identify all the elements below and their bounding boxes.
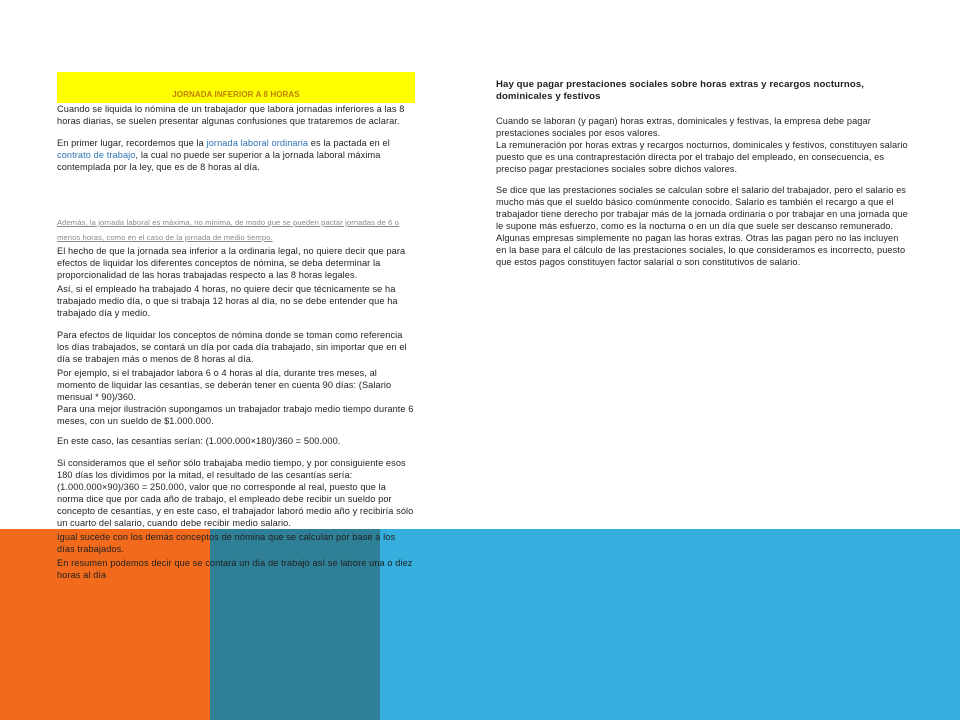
paragraph-text: es la pactada en el xyxy=(308,138,390,148)
paragraph-dias-trabajados: Para efectos de liquidar los conceptos de nómina donde se toman como referencia los días trabajados, se contará un día por cada día trabajado, sin importar que en el día se trabajen más o menos de 8 horas al día. xyxy=(57,330,407,364)
section-title: JORNADA INFERIOR A 8 HORAS xyxy=(172,90,300,99)
paragraph-salario: Se dice que las prestaciones sociales se calculan sobre el salario del trabajador, pero el salario es mucho más que el sueldo básico comúnmente conocido. Salario es también el recargo a que el trabajador tiene derecho por trabajar más de la jornada ordinaria o por trabajar en una jornada que le supone más esfuerzo, como es la nocturna o en un día que suele ser descanso remunerado. xyxy=(496,185,908,231)
paragraph-resumen: En resumen podemos decir que se contará un día de trabajo así se labore una o diez horas al día xyxy=(57,558,413,580)
paragraph-calculo-cesantias: En este caso, las cesantías serían: (1.000.000×180)/360 = 500.000. xyxy=(57,436,341,446)
paragraph-proporcionalidad: El hecho de que la jornada sea inferior a la ordinaria legal, no quiere decir que para efectos de liquidar los diferentes conceptos de nómina, se deba determinar la proporcionalidad de las horas trabajadas respecto a las 8 horas legales. xyxy=(57,246,406,280)
paragraph-jornada-ordinaria xyxy=(57,137,415,173)
paragraph-ilustracion: Para una mejor ilustración supongamos un trabajador trabajo medio tiempo durante 6 meses, con un sueldo de $1.000.000. xyxy=(57,404,414,426)
paragraph-ejemplo-horas: Así, si el empleado ha trabajado 4 horas, no quiere decir que técnicamente se ha trabajado medio día, o que si trabaja 12 horas al día, no se debe entender que ha trabajado día y medio. xyxy=(57,284,398,318)
paragraph-ejemplo-cesantias: Por ejemplo, si el trabajador labora 6 o 4 horas al día, durante tres meses, al momento de liquidar las cesantías, se deberán tener en cuenta 90 días: (Salario mensual * 90)/360. xyxy=(57,368,392,402)
section-title-box xyxy=(57,72,415,103)
paragraph-medio-tiempo: Si consideramos que el señor sólo trabajaba medio tiempo, y por consiguiente esos 180 días los dividimos por la mitad, el resultado de las cesantías sería: (1.000.000×90)/360 = 250.000, valor que no corresponde al real, puesto que la norma dice que por cada año de trabajo, el empleado debe recibir un sueldo por concepto de cesantías, y en este caso, el trabajador laboró medio año y recibiría sólo un cuarto del salario, cuando debe recibir medio salario. xyxy=(57,458,414,528)
paragraph-demas-conceptos: Igual sucede con los demás conceptos de nómina que se calculan por base a los días trabajados. xyxy=(57,532,396,554)
link-jornada-laboral-ordinaria[interactable]: jornada laboral ordinaria xyxy=(206,138,309,148)
note-jornada-maxima: Además, la jornada laboral es máxima, no mínima, de modo que se pueden pactar jornadas de 6 o menos horas, como en el caso de la jornada de medio tiempo. xyxy=(57,218,399,242)
paragraph-text: , la cual no puede ser superior a la jornada laboral máxima contemplada por la ley, que es de 8 horas al día. xyxy=(57,150,381,172)
paragraph-horas-extras: Cuando se laboran (y pagan) horas extras, dominicales y festivas, la empresa debe pagar prestaciones sociales por esos valores. xyxy=(496,116,871,138)
right-heading: Hay que pagar prestaciones sociales sobre horas extras y recargos nocturnos, dominicales y festivos xyxy=(496,79,865,102)
paragraph-text: En primer lugar, recordemos que la xyxy=(57,138,207,148)
paragraph-intro: Cuando se liquida lo nómina de un trabajador que labora jornadas inferiores a las 8 horas diarias, se suelen presentar algunas confusiones que trataremos de aclarar. xyxy=(57,104,405,126)
paragraph-remuneracion: La remuneración por horas extras y recargos nocturnos, dominicales y festivos, constituyen salario puesto que es una contraprestación directa por el trabajo del empleado, en consecuencia, es preciso pagar prestaciones sociales sobre dichos valores. xyxy=(496,140,908,174)
paragraph-empresas: Algunas empresas simplemente no pagan las horas extras. Otras las pagan pero no las incluyen en la base para el cálculo de las prestaciones sociales, lo que consideramos es incorrecto, puesto que estos pagos constituyen factor salarial o son constitutivos de salario. xyxy=(496,233,906,267)
left-text-column xyxy=(57,72,415,581)
blue-band-block xyxy=(380,529,960,720)
right-text-column xyxy=(496,79,910,268)
link-contrato-de-trabajo[interactable]: contrato de trabajo xyxy=(57,150,136,160)
